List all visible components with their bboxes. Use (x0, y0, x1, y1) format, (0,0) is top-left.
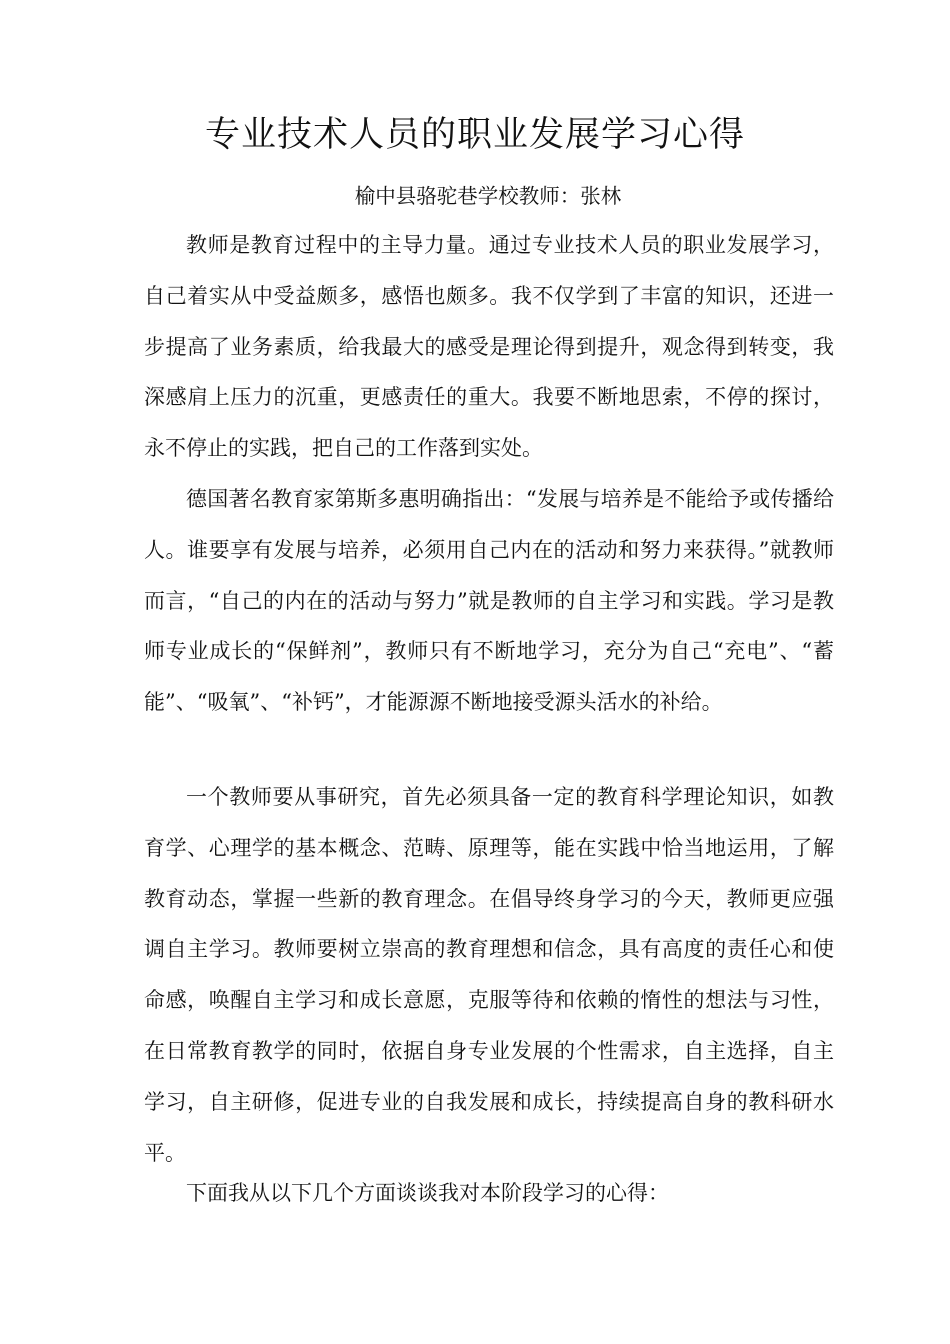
body-paragraph-4: 下面我从以下几个方面谈谈我对本阶段学习的心得： (186, 1181, 669, 1205)
body-paragraph-1: 教师是教育过程中的主导力量。通过专业技术人员的职业发展学习，自己着实从中受益颇多，感悟也颇多。我不仅学到了丰富的知识，还进一步提高了业务素质，给我最大的感受是理论得到提升，观念得到转变，我深感肩上压力的沉重，更感责任的重大。我要不断地思索，不停的探讨，永不停止的实践，把自己的工作落到实处。 (144, 233, 834, 461)
document-title: 专业技术人员的职业发展学习心得 (204, 115, 745, 155)
body-paragraph-3: 一个教师要从事研究，首先必须具备一定的教育科学理论知识，如教育学、心理学的基本概念、范畴、原理等，能在实践中恰当地运用，了解教育动态，掌握一些新的教育理念。在倡导终身学习的今天，教师更应强调自主学习。教师要树立崇高的教育理想和信念，具有高度的责任心和使命感，唤醒自主学习和成长意愿，克服等待和依赖的惰性的想法与习性，在日常教育教学的同时，依据自身专业发展的个性需求，自主选择，自主学习，自主研修，促进专业的自我发展和成长，持续提高自身的教科研水平。 (144, 785, 834, 1165)
author-line: 榆中县骆驼巷学校教师：张林 (354, 184, 622, 208)
body-paragraph-2: 德国著名教育家第斯多惠明确指出：“发展与培养是不能给予或传播给人。谁要享有发展与培养，必须用自己内在的活动和努力来获得。”就教师而言，“自己的内在的活动与努力”就是教师的自主学习和实践。学习是教师专业成长的“保鲜剂”，教师只有不断地学习，充分为自己“充电”、“蓄能”、“吸氧”、“补钙”，才能源源不断地接受源头活水的补给。 (144, 487, 834, 715)
